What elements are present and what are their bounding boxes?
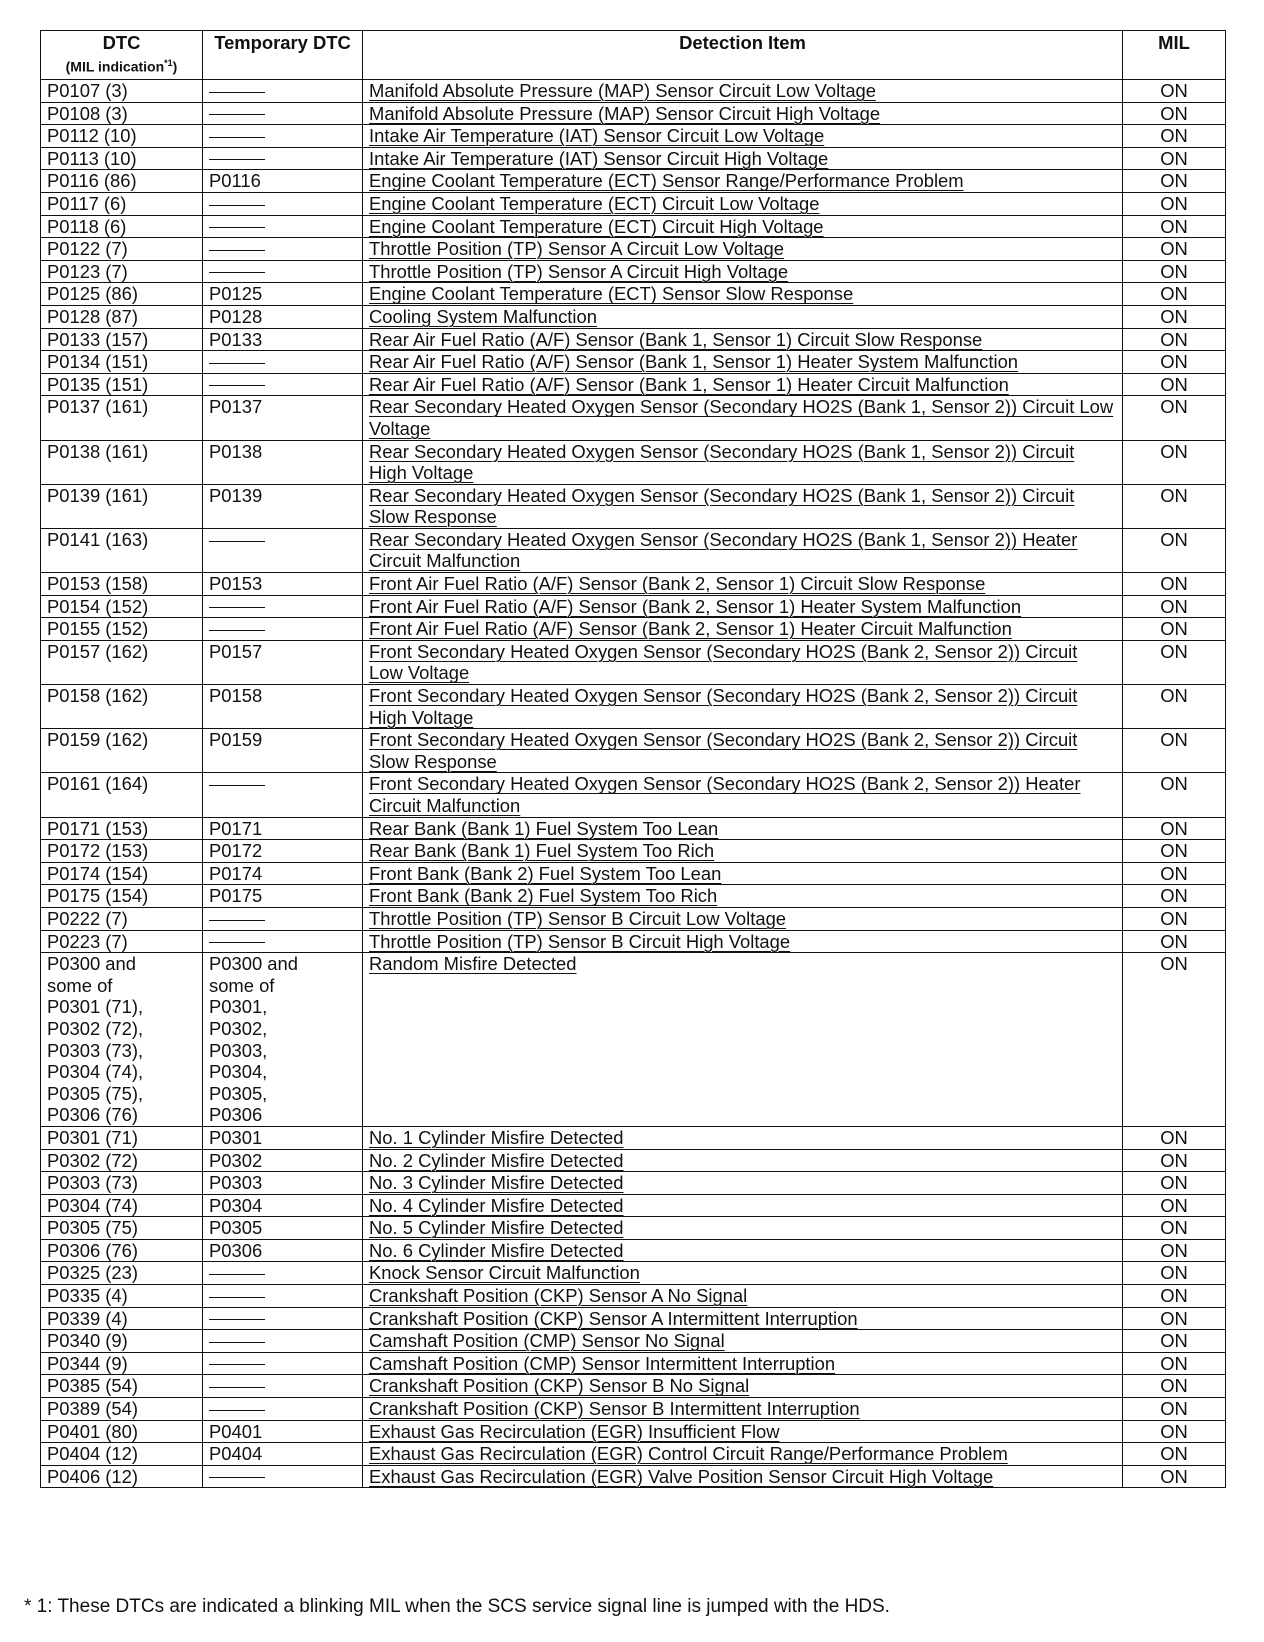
dtc-code: P0158 (162) <box>41 685 203 729</box>
detection-item: No. 4 Cylinder Misfire Detected <box>363 1194 1123 1217</box>
dtc-code: P0304 (74) <box>41 1194 203 1217</box>
table-row <box>41 1149 1226 1172</box>
table-row <box>41 1375 1226 1398</box>
temporary-dtc <box>203 373 363 396</box>
no-temporary-dtc-dash <box>209 630 265 631</box>
mil-status: ON <box>1123 528 1226 572</box>
mil-status: ON <box>1123 907 1226 930</box>
dtc-code: P0159 (162) <box>41 729 203 773</box>
mil-status: ON <box>1123 1126 1226 1149</box>
table-row <box>41 215 1226 238</box>
dtc-code: P0107 (3) <box>41 80 203 103</box>
temporary-dtc: P0159 <box>203 729 363 773</box>
table-row <box>41 351 1226 374</box>
temporary-dtc <box>203 351 363 374</box>
table-header-row <box>41 31 1226 80</box>
detection-item: Rear Secondary Heated Oxygen Sensor (Secondary HO2S (Bank 1, Sensor 2)) Heater Circuit Malfunction <box>363 528 1123 572</box>
mil-status: ON <box>1123 373 1226 396</box>
dtc-code: P0135 (151) <box>41 373 203 396</box>
temporary-dtc: P0300 and some of P0301, P0302, P0303, P0304, P0305, P0306 <box>203 953 363 1127</box>
detection-item: Throttle Position (TP) Sensor B Circuit High Voltage <box>363 930 1123 953</box>
detection-item: Manifold Absolute Pressure (MAP) Sensor Circuit High Voltage <box>363 102 1123 125</box>
dtc-code: P0128 (87) <box>41 305 203 328</box>
table-row <box>41 102 1226 125</box>
mil-status: ON <box>1123 125 1226 148</box>
detection-item: Rear Bank (Bank 1) Fuel System Too Lean <box>363 817 1123 840</box>
table-row <box>41 907 1226 930</box>
dtc-code: P0108 (3) <box>41 102 203 125</box>
table-row <box>41 238 1226 261</box>
mil-status: ON <box>1123 885 1226 908</box>
table-row <box>41 192 1226 215</box>
temporary-dtc <box>203 1398 363 1421</box>
mil-status: ON <box>1123 351 1226 374</box>
dtc-code: P0406 (12) <box>41 1465 203 1488</box>
temporary-dtc <box>203 215 363 238</box>
mil-status: ON <box>1123 1375 1226 1398</box>
dtc-code: P0155 (152) <box>41 618 203 641</box>
mil-status: ON <box>1123 953 1226 1127</box>
temporary-dtc: P0301 <box>203 1126 363 1149</box>
mil-status: ON <box>1123 1443 1226 1466</box>
dtc-code: P0118 (6) <box>41 215 203 238</box>
header-dtc-sublabel <box>47 53 196 77</box>
header-detection-item: Detection Item <box>363 31 1123 80</box>
temporary-dtc: P0128 <box>203 305 363 328</box>
mil-status: ON <box>1123 440 1226 484</box>
detection-item: Rear Air Fuel Ratio (A/F) Sensor (Bank 1, Sensor 1) Heater Circuit Malfunction <box>363 373 1123 396</box>
temporary-dtc: P0125 <box>203 283 363 306</box>
mil-status: ON <box>1123 618 1226 641</box>
detection-item: Rear Secondary Heated Oxygen Sensor (Secondary HO2S (Bank 1, Sensor 2)) Circuit Low Voltage <box>363 396 1123 440</box>
detection-item: Front Secondary Heated Oxygen Sensor (Secondary HO2S (Bank 2, Sensor 2)) Circuit Low Voltage <box>363 640 1123 684</box>
dtc-code: P0174 (154) <box>41 862 203 885</box>
table-row <box>41 1239 1226 1262</box>
detection-item: Knock Sensor Circuit Malfunction <box>363 1262 1123 1285</box>
temporary-dtc: P0306 <box>203 1239 363 1262</box>
table-row <box>41 1172 1226 1195</box>
dtc-code: P0401 (80) <box>41 1420 203 1443</box>
table-row <box>41 1352 1226 1375</box>
temporary-dtc: P0302 <box>203 1149 363 1172</box>
temporary-dtc <box>203 907 363 930</box>
no-temporary-dtc-dash <box>209 1297 265 1298</box>
table-row <box>41 125 1226 148</box>
temporary-dtc <box>203 80 363 103</box>
mil-status: ON <box>1123 640 1226 684</box>
no-temporary-dtc-dash <box>209 1364 265 1365</box>
temporary-dtc: P0158 <box>203 685 363 729</box>
detection-item: Front Air Fuel Ratio (A/F) Sensor (Bank 2, Sensor 1) Heater System Malfunction <box>363 595 1123 618</box>
no-temporary-dtc-dash <box>209 920 265 921</box>
dtc-code: P0306 (76) <box>41 1239 203 1262</box>
mil-status: ON <box>1123 685 1226 729</box>
table-row <box>41 283 1226 306</box>
temporary-dtc: P0305 <box>203 1217 363 1240</box>
mil-status: ON <box>1123 840 1226 863</box>
mil-status: ON <box>1123 170 1226 193</box>
no-temporary-dtc-dash <box>209 785 265 786</box>
detection-item: Front Secondary Heated Oxygen Sensor (Secondary HO2S (Bank 2, Sensor 2)) Circuit High Voltage <box>363 685 1123 729</box>
detection-item: Front Bank (Bank 2) Fuel System Too Rich <box>363 885 1123 908</box>
table-row <box>41 484 1226 528</box>
no-temporary-dtc-dash <box>209 205 265 206</box>
no-temporary-dtc-dash <box>209 942 265 943</box>
table-row <box>41 729 1226 773</box>
temporary-dtc <box>203 930 363 953</box>
header-mil: MIL <box>1123 31 1226 80</box>
detection-item: Rear Secondary Heated Oxygen Sensor (Secondary HO2S (Bank 1, Sensor 2)) Circuit Slow Response <box>363 484 1123 528</box>
table-row <box>41 840 1226 863</box>
no-temporary-dtc-dash <box>209 363 265 364</box>
dtc-code: P0222 (7) <box>41 907 203 930</box>
mil-status: ON <box>1123 305 1226 328</box>
header-dtc-sub-close: ) <box>172 58 178 75</box>
detection-item: Rear Bank (Bank 1) Fuel System Too Rich <box>363 840 1123 863</box>
detection-item: Exhaust Gas Recirculation (EGR) Insufficient Flow <box>363 1420 1123 1443</box>
header-temporary-dtc: Temporary DTC <box>203 31 363 80</box>
table-row <box>41 862 1226 885</box>
dtc-code: P0122 (7) <box>41 238 203 261</box>
dtc-code: P0154 (152) <box>41 595 203 618</box>
footnote: * 1: These DTCs are indicated a blinking MIL when the SCS service signal line is jumped with the HDS. <box>24 1596 890 1617</box>
detection-item: Rear Secondary Heated Oxygen Sensor (Secondary HO2S (Bank 1, Sensor 2)) Circuit High Voltage <box>363 440 1123 484</box>
table-body <box>41 80 1226 1488</box>
temporary-dtc: P0304 <box>203 1194 363 1217</box>
table-row <box>41 170 1226 193</box>
temporary-dtc: P0153 <box>203 573 363 596</box>
table-row <box>41 1420 1226 1443</box>
temporary-dtc <box>203 260 363 283</box>
detection-item: Crankshaft Position (CKP) Sensor B No Signal <box>363 1375 1123 1398</box>
temporary-dtc <box>203 528 363 572</box>
mil-status: ON <box>1123 817 1226 840</box>
temporary-dtc <box>203 1262 363 1285</box>
detection-item: Crankshaft Position (CKP) Sensor B Intermittent Interruption <box>363 1398 1123 1421</box>
temporary-dtc <box>203 147 363 170</box>
detection-item: Intake Air Temperature (IAT) Sensor Circuit Low Voltage <box>363 125 1123 148</box>
temporary-dtc <box>203 1307 363 1330</box>
dtc-table <box>40 30 1226 1488</box>
table-row <box>41 1443 1226 1466</box>
mil-status: ON <box>1123 1262 1226 1285</box>
table-row <box>41 147 1226 170</box>
dtc-code: P0113 (10) <box>41 147 203 170</box>
mil-status: ON <box>1123 1307 1226 1330</box>
table-row <box>41 817 1226 840</box>
header-dtc <box>41 31 203 80</box>
detection-item: Front Secondary Heated Oxygen Sensor (Secondary HO2S (Bank 2, Sensor 2)) Heater Circuit Malfunction <box>363 773 1123 817</box>
dtc-code: P0137 (161) <box>41 396 203 440</box>
no-temporary-dtc-dash <box>209 227 265 228</box>
mil-status: ON <box>1123 1465 1226 1488</box>
detection-item: Cooling System Malfunction <box>363 305 1123 328</box>
detection-item: Throttle Position (TP) Sensor A Circuit Low Voltage <box>363 238 1123 261</box>
detection-item: Engine Coolant Temperature (ECT) Sensor Slow Response <box>363 283 1123 306</box>
temporary-dtc: P0116 <box>203 170 363 193</box>
table-row <box>41 80 1226 103</box>
dtc-code: P0344 (9) <box>41 1352 203 1375</box>
mil-status: ON <box>1123 729 1226 773</box>
dtc-code: P0340 (9) <box>41 1330 203 1353</box>
table-row <box>41 618 1226 641</box>
detection-item: Engine Coolant Temperature (ECT) Sensor Range/Performance Problem <box>363 170 1123 193</box>
table-row <box>41 528 1226 572</box>
dtc-code: P0385 (54) <box>41 1375 203 1398</box>
detection-item: Camshaft Position (CMP) Sensor No Signal <box>363 1330 1123 1353</box>
detection-item: Throttle Position (TP) Sensor A Circuit High Voltage <box>363 260 1123 283</box>
no-temporary-dtc-dash <box>209 1274 265 1275</box>
dtc-code: P0133 (157) <box>41 328 203 351</box>
detection-item: Front Air Fuel Ratio (A/F) Sensor (Bank 2, Sensor 1) Circuit Slow Response <box>363 573 1123 596</box>
temporary-dtc: P0139 <box>203 484 363 528</box>
dtc-code: P0404 (12) <box>41 1443 203 1466</box>
dtc-code: P0305 (75) <box>41 1217 203 1240</box>
temporary-dtc: P0171 <box>203 817 363 840</box>
no-temporary-dtc-dash <box>209 137 265 138</box>
dtc-code: P0112 (10) <box>41 125 203 148</box>
detection-item: Exhaust Gas Recirculation (EGR) Control Circuit Range/Performance Problem <box>363 1443 1123 1466</box>
table-row <box>41 373 1226 396</box>
detection-item: Front Air Fuel Ratio (A/F) Sensor (Bank 2, Sensor 1) Heater Circuit Malfunction <box>363 618 1123 641</box>
table-row <box>41 930 1226 953</box>
temporary-dtc <box>203 1352 363 1375</box>
dtc-code: P0303 (73) <box>41 1172 203 1195</box>
detection-item: Rear Air Fuel Ratio (A/F) Sensor (Bank 1, Sensor 1) Circuit Slow Response <box>363 328 1123 351</box>
dtc-code: P0389 (54) <box>41 1398 203 1421</box>
temporary-dtc <box>203 192 363 215</box>
no-temporary-dtc-dash <box>209 1387 265 1388</box>
detection-item: No. 5 Cylinder Misfire Detected <box>363 1217 1123 1240</box>
dtc-code: P0223 (7) <box>41 930 203 953</box>
table-row <box>41 953 1226 1127</box>
mil-status: ON <box>1123 260 1226 283</box>
table-row <box>41 1307 1226 1330</box>
dtc-code: P0139 (161) <box>41 484 203 528</box>
mil-status: ON <box>1123 773 1226 817</box>
table-row <box>41 595 1226 618</box>
table-row <box>41 773 1226 817</box>
no-temporary-dtc-dash <box>209 159 265 160</box>
mil-status: ON <box>1123 1239 1226 1262</box>
detection-item: Camshaft Position (CMP) Sensor Intermittent Interruption <box>363 1352 1123 1375</box>
header-dtc-sub-text: (MIL indication <box>65 58 165 75</box>
mil-status: ON <box>1123 1149 1226 1172</box>
temporary-dtc <box>203 773 363 817</box>
no-temporary-dtc-dash <box>209 114 265 115</box>
table-row <box>41 260 1226 283</box>
detection-item: No. 2 Cylinder Misfire Detected <box>363 1149 1123 1172</box>
mil-status: ON <box>1123 238 1226 261</box>
mil-status: ON <box>1123 215 1226 238</box>
temporary-dtc: P0174 <box>203 862 363 885</box>
detection-item: Crankshaft Position (CKP) Sensor A No Signal <box>363 1285 1123 1308</box>
detection-item: Manifold Absolute Pressure (MAP) Sensor Circuit Low Voltage <box>363 80 1123 103</box>
dtc-code: P0134 (151) <box>41 351 203 374</box>
dtc-code: P0117 (6) <box>41 192 203 215</box>
dtc-code: P0339 (4) <box>41 1307 203 1330</box>
dtc-code: P0138 (161) <box>41 440 203 484</box>
no-temporary-dtc-dash <box>209 272 265 273</box>
dtc-code: P0301 (71) <box>41 1126 203 1149</box>
temporary-dtc: P0404 <box>203 1443 363 1466</box>
mil-status: ON <box>1123 930 1226 953</box>
table-row <box>41 1330 1226 1353</box>
mil-status: ON <box>1123 484 1226 528</box>
header-dtc-label: DTC <box>102 32 141 53</box>
dtc-code: P0175 (154) <box>41 885 203 908</box>
mil-status: ON <box>1123 192 1226 215</box>
mil-status: ON <box>1123 1172 1226 1195</box>
table-row <box>41 440 1226 484</box>
temporary-dtc: P0157 <box>203 640 363 684</box>
detection-item: No. 1 Cylinder Misfire Detected <box>363 1126 1123 1149</box>
mil-status: ON <box>1123 1217 1226 1240</box>
mil-status: ON <box>1123 595 1226 618</box>
dtc-code: P0171 (153) <box>41 817 203 840</box>
table-row <box>41 1126 1226 1149</box>
no-temporary-dtc-dash <box>209 1477 265 1478</box>
table-row <box>41 885 1226 908</box>
mil-status: ON <box>1123 1285 1226 1308</box>
no-temporary-dtc-dash <box>209 1410 265 1411</box>
temporary-dtc <box>203 102 363 125</box>
temporary-dtc: P0172 <box>203 840 363 863</box>
footnote-marker: *1 <box>164 58 173 68</box>
detection-item: Front Secondary Heated Oxygen Sensor (Secondary HO2S (Bank 2, Sensor 2)) Circuit Slow Response <box>363 729 1123 773</box>
temporary-dtc: P0133 <box>203 328 363 351</box>
mil-status: ON <box>1123 1398 1226 1421</box>
temporary-dtc <box>203 238 363 261</box>
table-row <box>41 1262 1226 1285</box>
dtc-code: P0157 (162) <box>41 640 203 684</box>
mil-status: ON <box>1123 147 1226 170</box>
detection-item: Front Bank (Bank 2) Fuel System Too Lean <box>363 862 1123 885</box>
table-row <box>41 573 1226 596</box>
dtc-code: P0153 (158) <box>41 573 203 596</box>
detection-item: Exhaust Gas Recirculation (EGR) Valve Position Sensor Circuit High Voltage <box>363 1465 1123 1488</box>
temporary-dtc: P0137 <box>203 396 363 440</box>
mil-status: ON <box>1123 1352 1226 1375</box>
mil-status: ON <box>1123 80 1226 103</box>
temporary-dtc: P0175 <box>203 885 363 908</box>
dtc-code: P0300 and some of P0301 (71), P0302 (72), P0303 (73), P0304 (74), P0305 (75), P0306 (76) <box>41 953 203 1127</box>
temporary-dtc: P0138 <box>203 440 363 484</box>
detection-item: Random Misfire Detected <box>363 953 1123 1127</box>
dtc-code: P0141 (163) <box>41 528 203 572</box>
dtc-code: P0116 (86) <box>41 170 203 193</box>
temporary-dtc <box>203 618 363 641</box>
mil-status: ON <box>1123 283 1226 306</box>
temporary-dtc <box>203 125 363 148</box>
dtc-code: P0335 (4) <box>41 1285 203 1308</box>
temporary-dtc <box>203 1330 363 1353</box>
temporary-dtc <box>203 595 363 618</box>
table-row <box>41 685 1226 729</box>
mil-status: ON <box>1123 328 1226 351</box>
mil-status: ON <box>1123 1330 1226 1353</box>
dtc-code: P0172 (153) <box>41 840 203 863</box>
temporary-dtc: P0303 <box>203 1172 363 1195</box>
no-temporary-dtc-dash <box>209 1319 265 1320</box>
table-row <box>41 640 1226 684</box>
no-temporary-dtc-dash <box>209 1342 265 1343</box>
table-row <box>41 1217 1226 1240</box>
temporary-dtc <box>203 1285 363 1308</box>
dtc-code: P0123 (7) <box>41 260 203 283</box>
table-row <box>41 328 1226 351</box>
mil-status: ON <box>1123 1194 1226 1217</box>
table-row <box>41 1398 1226 1421</box>
temporary-dtc <box>203 1465 363 1488</box>
no-temporary-dtc-dash <box>209 92 265 93</box>
detection-item: Crankshaft Position (CKP) Sensor A Intermittent Interruption <box>363 1307 1123 1330</box>
table-row <box>41 1194 1226 1217</box>
detection-item: No. 3 Cylinder Misfire Detected <box>363 1172 1123 1195</box>
dtc-code: P0325 (23) <box>41 1262 203 1285</box>
mil-status: ON <box>1123 102 1226 125</box>
detection-item: Engine Coolant Temperature (ECT) Circuit Low Voltage <box>363 192 1123 215</box>
dtc-code: P0161 (164) <box>41 773 203 817</box>
no-temporary-dtc-dash <box>209 250 265 251</box>
mil-status: ON <box>1123 396 1226 440</box>
temporary-dtc <box>203 1375 363 1398</box>
temporary-dtc: P0401 <box>203 1420 363 1443</box>
no-temporary-dtc-dash <box>209 607 265 608</box>
dtc-code: P0302 (72) <box>41 1149 203 1172</box>
table-row <box>41 1285 1226 1308</box>
table-row <box>41 396 1226 440</box>
mil-status: ON <box>1123 573 1226 596</box>
dtc-code: P0125 (86) <box>41 283 203 306</box>
detection-item: No. 6 Cylinder Misfire Detected <box>363 1239 1123 1262</box>
detection-item: Intake Air Temperature (IAT) Sensor Circuit High Voltage <box>363 147 1123 170</box>
table-row <box>41 1465 1226 1488</box>
mil-status: ON <box>1123 1420 1226 1443</box>
detection-item: Engine Coolant Temperature (ECT) Circuit High Voltage <box>363 215 1123 238</box>
detection-item: Throttle Position (TP) Sensor B Circuit Low Voltage <box>363 907 1123 930</box>
mil-status: ON <box>1123 862 1226 885</box>
no-temporary-dtc-dash <box>209 541 265 542</box>
detection-item: Rear Air Fuel Ratio (A/F) Sensor (Bank 1, Sensor 1) Heater System Malfunction <box>363 351 1123 374</box>
table-row <box>41 305 1226 328</box>
no-temporary-dtc-dash <box>209 385 265 386</box>
